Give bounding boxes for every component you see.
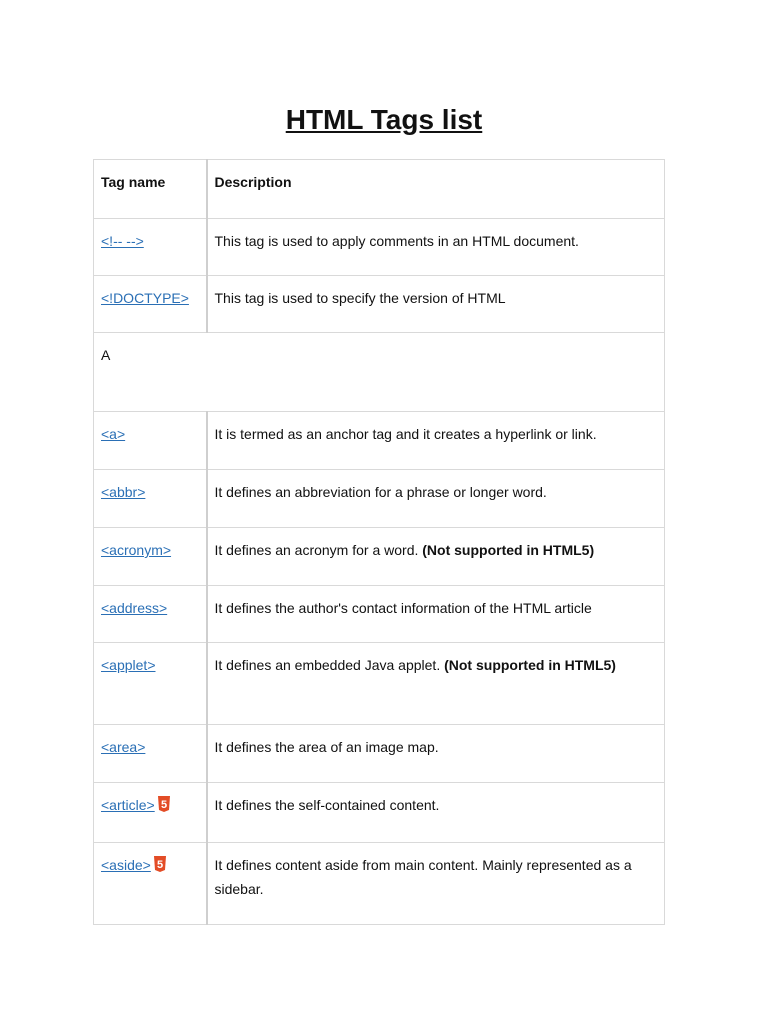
description-cell xyxy=(207,470,665,528)
tag-cell xyxy=(94,470,207,528)
tag-link[interactable]: <!DOCTYPE> xyxy=(101,290,189,306)
description-cell xyxy=(207,412,665,470)
table-row xyxy=(94,725,665,783)
tag-cell xyxy=(94,412,207,470)
tag-cell xyxy=(94,783,207,843)
table-row xyxy=(94,643,665,725)
support-note: (Not supported in HTML5) xyxy=(444,657,616,673)
description-text: It defines an embedded Java applet. xyxy=(214,657,445,673)
svg-text:5: 5 xyxy=(160,799,167,811)
description-text: It defines the area of an image map. xyxy=(214,739,439,755)
description-cell xyxy=(207,725,665,783)
description-text: It defines the self-contained content. xyxy=(214,797,440,813)
description-cell xyxy=(207,843,665,925)
tag-link[interactable]: <acronym> xyxy=(101,542,172,558)
header-tag-name: Tag name xyxy=(94,160,207,219)
description-text: This tag is used to specify the version of HTML xyxy=(214,290,506,306)
svg-text:5: 5 xyxy=(156,859,163,871)
tag-link[interactable]: <a> xyxy=(101,426,126,442)
table-row xyxy=(94,843,665,925)
description-cell xyxy=(207,783,665,843)
tag-cell xyxy=(94,843,207,925)
description-cell xyxy=(207,586,665,643)
html5-icon xyxy=(153,856,167,872)
html-tags-table xyxy=(93,159,665,925)
table-header-row xyxy=(94,160,665,219)
table-row xyxy=(94,219,665,276)
description-text: It defines an acronym for a word. xyxy=(214,542,423,558)
table-row xyxy=(94,528,665,586)
tag-link[interactable]: <address> xyxy=(101,600,168,616)
tag-link[interactable]: <area> xyxy=(101,739,146,755)
table-row xyxy=(94,783,665,843)
tag-cell xyxy=(94,643,207,725)
description-cell xyxy=(207,276,665,333)
tag-link[interactable]: <abbr> xyxy=(101,484,146,500)
description-text: It defines content aside from main content. Mainly represented as a sidebar. xyxy=(214,857,632,897)
tag-cell xyxy=(94,586,207,643)
section-letter: A xyxy=(94,333,665,412)
description-cell xyxy=(207,528,665,586)
tag-link[interactable]: <aside> xyxy=(101,857,151,873)
section-row xyxy=(94,333,665,412)
support-note: (Not supported in HTML5) xyxy=(422,542,595,558)
table-row xyxy=(94,470,665,528)
description-cell xyxy=(207,219,665,276)
table-row xyxy=(94,276,665,333)
description-text: It defines the author's contact information of the HTML article xyxy=(214,600,592,616)
tag-link[interactable]: <article> xyxy=(101,797,155,813)
description-text: This tag is used to apply comments in an HTML document. xyxy=(214,233,579,249)
description-cell xyxy=(207,643,665,725)
tag-link[interactable]: <!-- --> xyxy=(101,233,144,249)
description-text: It defines an abbreviation for a phrase or longer word. xyxy=(214,484,547,500)
tag-cell xyxy=(94,276,207,333)
tag-cell xyxy=(94,528,207,586)
table-row xyxy=(94,412,665,470)
page-title: HTML Tags list xyxy=(285,104,483,135)
tag-cell xyxy=(94,725,207,783)
description-text: It is termed as an anchor tag and it creates a hyperlink or link. xyxy=(214,426,597,442)
table-row xyxy=(94,586,665,643)
tag-link[interactable]: <applet> xyxy=(101,657,156,673)
tag-cell xyxy=(94,219,207,276)
html5-icon xyxy=(157,796,171,812)
header-description: Description xyxy=(207,160,665,219)
